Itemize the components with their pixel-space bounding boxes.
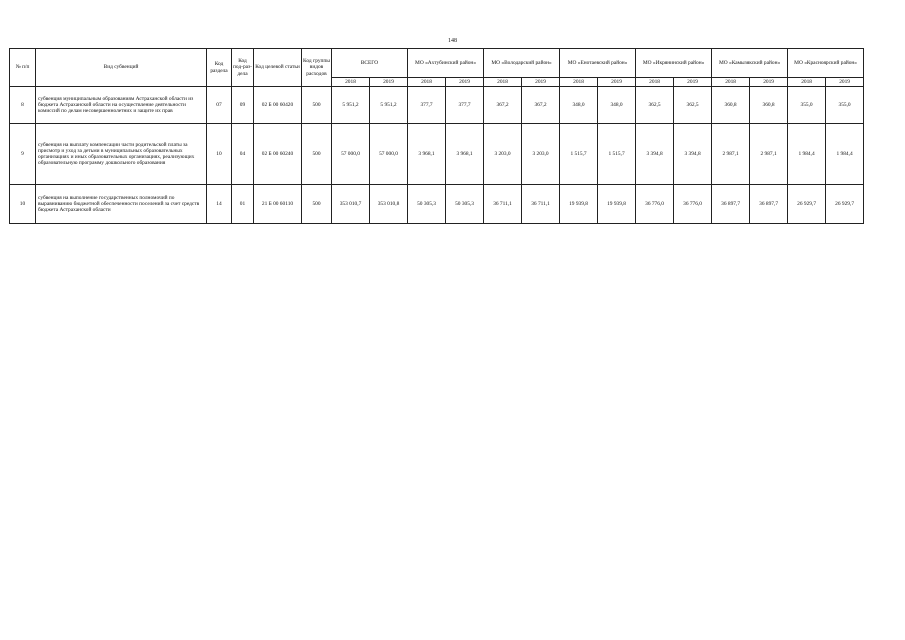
row-value: 36 776,0 bbox=[636, 185, 674, 224]
col-group: Код группы видов расходов bbox=[302, 49, 332, 87]
row-value: 3 968,1 bbox=[446, 124, 484, 185]
row-group: 500 bbox=[302, 87, 332, 124]
subvention-table bbox=[9, 48, 864, 224]
year-label: 2018 bbox=[636, 78, 674, 87]
row-razdel: 10 bbox=[207, 124, 232, 185]
col-district: МО «Красноярский район» bbox=[788, 49, 864, 78]
year-label: 2019 bbox=[446, 78, 484, 87]
row-value: 2 987,1 bbox=[712, 124, 750, 185]
year-label: 2018 bbox=[788, 78, 826, 87]
row-value: 355,0 bbox=[788, 87, 826, 124]
row-value: 360,8 bbox=[750, 87, 788, 124]
row-value: 362,5 bbox=[674, 87, 712, 124]
row-name: субвенция на выплату компенсации части родительской платы за присмотр и уход за детьми в муниципальных образовательных организациях и иных образовательных организациях, реализующих образовательную программу дошкольного образования bbox=[36, 124, 207, 185]
row-value: 57 000,0 bbox=[370, 124, 408, 185]
row-value: 1 984,4 bbox=[788, 124, 826, 185]
row-value: 3 968,1 bbox=[408, 124, 446, 185]
row-value: 50 305,3 bbox=[408, 185, 446, 224]
year-label: 2018 bbox=[408, 78, 446, 87]
year-label: 2018 bbox=[332, 78, 370, 87]
year-label: 2018 bbox=[484, 78, 522, 87]
row-podrazdel: 09 bbox=[232, 87, 254, 124]
row-value: 36 897,7 bbox=[750, 185, 788, 224]
table-header bbox=[10, 49, 864, 87]
row-value: 36 711,1 bbox=[484, 185, 522, 224]
col-num: № п/п bbox=[10, 49, 36, 87]
row-value: 2 987,1 bbox=[750, 124, 788, 185]
row-value: 367,2 bbox=[484, 87, 522, 124]
row-target: 02 Б 00 60420 bbox=[254, 87, 302, 124]
row-value: 19 939,8 bbox=[560, 185, 598, 224]
row-value: 3 203,0 bbox=[484, 124, 522, 185]
row-value: 26 929,7 bbox=[788, 185, 826, 224]
table-body bbox=[10, 87, 864, 224]
col-district: МО «Икрянинский район» bbox=[636, 49, 712, 78]
col-total: ВСЕГО bbox=[332, 49, 408, 78]
year-label: 2019 bbox=[750, 78, 788, 87]
row-razdel: 14 bbox=[207, 185, 232, 224]
row-value: 377,7 bbox=[446, 87, 484, 124]
row-num: 10 bbox=[10, 185, 36, 224]
table-row bbox=[10, 124, 864, 185]
col-target: Код целевой статьи bbox=[254, 49, 302, 87]
row-podrazdel: 01 bbox=[232, 185, 254, 224]
col-district: МО «Енотаевский район» bbox=[560, 49, 636, 78]
year-label: 2019 bbox=[370, 78, 408, 87]
col-district: МО «Камызякский район» bbox=[712, 49, 788, 78]
row-num: 9 bbox=[10, 124, 36, 185]
row-value: 362,5 bbox=[636, 87, 674, 124]
col-name: Вид субвенций bbox=[36, 49, 207, 87]
row-value: 57 000,0 bbox=[332, 124, 370, 185]
row-value: 355,0 bbox=[826, 87, 864, 124]
row-value: 5 951,2 bbox=[332, 87, 370, 124]
row-group: 500 bbox=[302, 185, 332, 224]
row-value: 50 305,3 bbox=[446, 185, 484, 224]
row-value: 1 515,7 bbox=[560, 124, 598, 185]
year-label: 2019 bbox=[522, 78, 560, 87]
row-value: 5 951,2 bbox=[370, 87, 408, 124]
row-value: 348,0 bbox=[560, 87, 598, 124]
row-value: 353 010,8 bbox=[370, 185, 408, 224]
row-value: 360,8 bbox=[712, 87, 750, 124]
row-value: 36 776,0 bbox=[674, 185, 712, 224]
row-value: 3 203,0 bbox=[522, 124, 560, 185]
row-podrazdel: 04 bbox=[232, 124, 254, 185]
row-name: субвенция на выполнение государственных полномочий по выравниванию бюджетной обеспеченности поселений за счет средств бюджета Астраханской области bbox=[36, 185, 207, 224]
row-value: 1 515,7 bbox=[598, 124, 636, 185]
row-group: 500 bbox=[302, 124, 332, 185]
row-value: 3 394,8 bbox=[636, 124, 674, 185]
year-label: 2019 bbox=[826, 78, 864, 87]
table-row bbox=[10, 185, 864, 224]
row-name: субвенция муниципальным образованиям Астраханской области из бюджета Астраханской области на осуществление деятельности комиссий по делам несовершеннолетних и защите их прав bbox=[36, 87, 207, 124]
row-value: 348,0 bbox=[598, 87, 636, 124]
year-label: 2019 bbox=[674, 78, 712, 87]
row-razdel: 07 bbox=[207, 87, 232, 124]
row-value: 36 897,7 bbox=[712, 185, 750, 224]
col-district: МО «Володарский район» bbox=[484, 49, 560, 78]
row-value: 353 010,7 bbox=[332, 185, 370, 224]
col-podrazdel: Код под-раз-дела bbox=[232, 49, 254, 87]
row-value: 26 929,7 bbox=[826, 185, 864, 224]
row-value: 3 394,8 bbox=[674, 124, 712, 185]
col-razdel: Код раздела bbox=[207, 49, 232, 87]
year-label: 2018 bbox=[560, 78, 598, 87]
table-row bbox=[10, 87, 864, 124]
year-label: 2019 bbox=[598, 78, 636, 87]
row-target: 21 Б 00 60110 bbox=[254, 185, 302, 224]
row-value: 367,2 bbox=[522, 87, 560, 124]
row-value: 36 711,1 bbox=[522, 185, 560, 224]
row-value: 377,7 bbox=[408, 87, 446, 124]
row-value: 19 939,8 bbox=[598, 185, 636, 224]
page-number: 148 bbox=[448, 38, 457, 44]
row-value: 1 984,4 bbox=[826, 124, 864, 185]
row-target: 02 Б 00 60240 bbox=[254, 124, 302, 185]
year-label: 2018 bbox=[712, 78, 750, 87]
col-district: МО «Ахтубинский район» bbox=[408, 49, 484, 78]
row-num: 8 bbox=[10, 87, 36, 124]
